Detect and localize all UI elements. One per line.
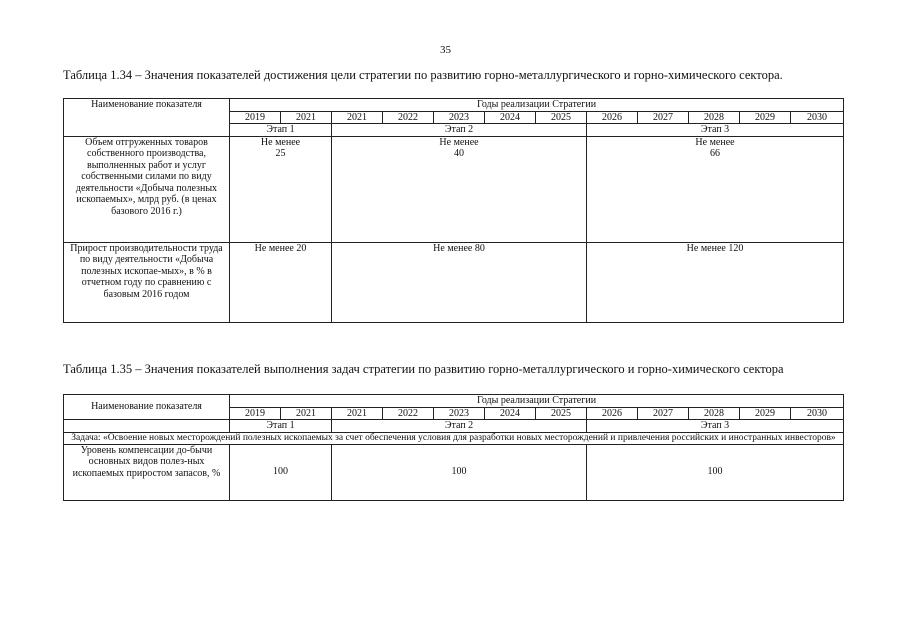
value-label: Не менее — [439, 136, 479, 148]
value-label: Не менее — [695, 136, 735, 148]
year-cell: 2029 — [740, 111, 791, 124]
stage-3-value: 100 — [587, 444, 844, 500]
stage-1-label: Этап 1 — [230, 420, 332, 433]
year-cell: 2026 — [587, 407, 638, 420]
stage-2-value: Не менее 80 — [332, 242, 587, 322]
years-header: Годы реализации Стратегии — [230, 395, 844, 408]
empty-cell — [64, 420, 230, 433]
year-cell: 2024 — [485, 407, 536, 420]
value-number: 40 — [454, 148, 464, 159]
value-number: 66 — [710, 148, 720, 159]
stage-2-value: 100 — [332, 444, 587, 500]
year-cell: 2030 — [791, 407, 844, 420]
year-cell: 2029 — [740, 407, 791, 420]
year-cell: 2023 — [434, 111, 485, 124]
stage-1-value: 100 — [230, 444, 332, 500]
table-1-34-caption: Таблица 1.34 – Значения показателей достижения цели стратегии по развитию горно-металлургического и горно-химического сектора. — [63, 68, 783, 82]
stage-1-value: Не менее 20 — [230, 242, 332, 322]
table-1-35 — [63, 394, 844, 501]
year-cell: 2019 — [230, 407, 281, 420]
years-header: Годы реализации Стратегии — [230, 99, 844, 112]
year-cell: 2028 — [689, 407, 740, 420]
stage-1-value — [230, 136, 332, 242]
stage-3-label: Этап 3 — [587, 420, 844, 433]
value-label: Не менее — [260, 136, 301, 148]
year-cell: 2027 — [638, 407, 689, 420]
year-cell: 2021 — [332, 111, 383, 124]
year-cell: 2026 — [587, 111, 638, 124]
stage-1-label: Этап 1 — [230, 124, 332, 137]
stage-2-label: Этап 2 — [332, 124, 587, 137]
year-cell: 2024 — [485, 111, 536, 124]
indicator-name: Уровень компенсации до-бычи основных видов полез-ных ископаемых приростом запасов, % — [64, 444, 230, 500]
indicator-name: Объем отгруженных товаров собственного производства, выполненных работ и услуг собственными силами по виду деятельности «Добыча полезных ископаемых», млрд руб. (в ценах базового 2016 г.) — [64, 136, 230, 242]
stage-3-label: Этап 3 — [587, 124, 844, 137]
stage-2-label: Этап 2 — [332, 420, 587, 433]
stage-3-value — [587, 136, 844, 242]
stage-3-value: Не менее 120 — [587, 242, 844, 322]
year-cell: 2025 — [536, 111, 587, 124]
value-number: 25 — [275, 148, 286, 159]
year-cell: 2021 — [281, 111, 332, 124]
indicator-name: Прирост производительности труда по виду деятельности «Добыча полезных ископае-мых», в % в отчетном году по сравнению с базовым 2016 годом — [64, 242, 230, 322]
year-cell: 2022 — [383, 407, 434, 420]
year-cell: 2023 — [434, 407, 485, 420]
year-cell: 2030 — [791, 111, 844, 124]
task-description: Задача: «Освоение новых месторождений полезных ископаемых за счет обеспечения условия для разработки новых месторождений и привлечения российских и иностранных инвесторов» — [64, 432, 844, 444]
page-number: 35 — [440, 44, 451, 56]
year-cell: 2028 — [689, 111, 740, 124]
stage-2-value — [332, 136, 587, 242]
year-cell: 2019 — [230, 111, 281, 124]
year-cell: 2025 — [536, 407, 587, 420]
year-cell: 2021 — [332, 407, 383, 420]
indicator-header: Наименование показателя — [64, 395, 230, 420]
indicator-header: Наименование показателя — [64, 99, 230, 137]
table-1-34 — [63, 98, 844, 323]
year-cell: 2027 — [638, 111, 689, 124]
year-cell: 2022 — [383, 111, 434, 124]
year-cell: 2021 — [281, 407, 332, 420]
table-1-35-caption: Таблица 1.35 – Значения показателей выполнения задач стратегии по развитию горно-металлургического и горно-химического сектора — [63, 362, 784, 376]
